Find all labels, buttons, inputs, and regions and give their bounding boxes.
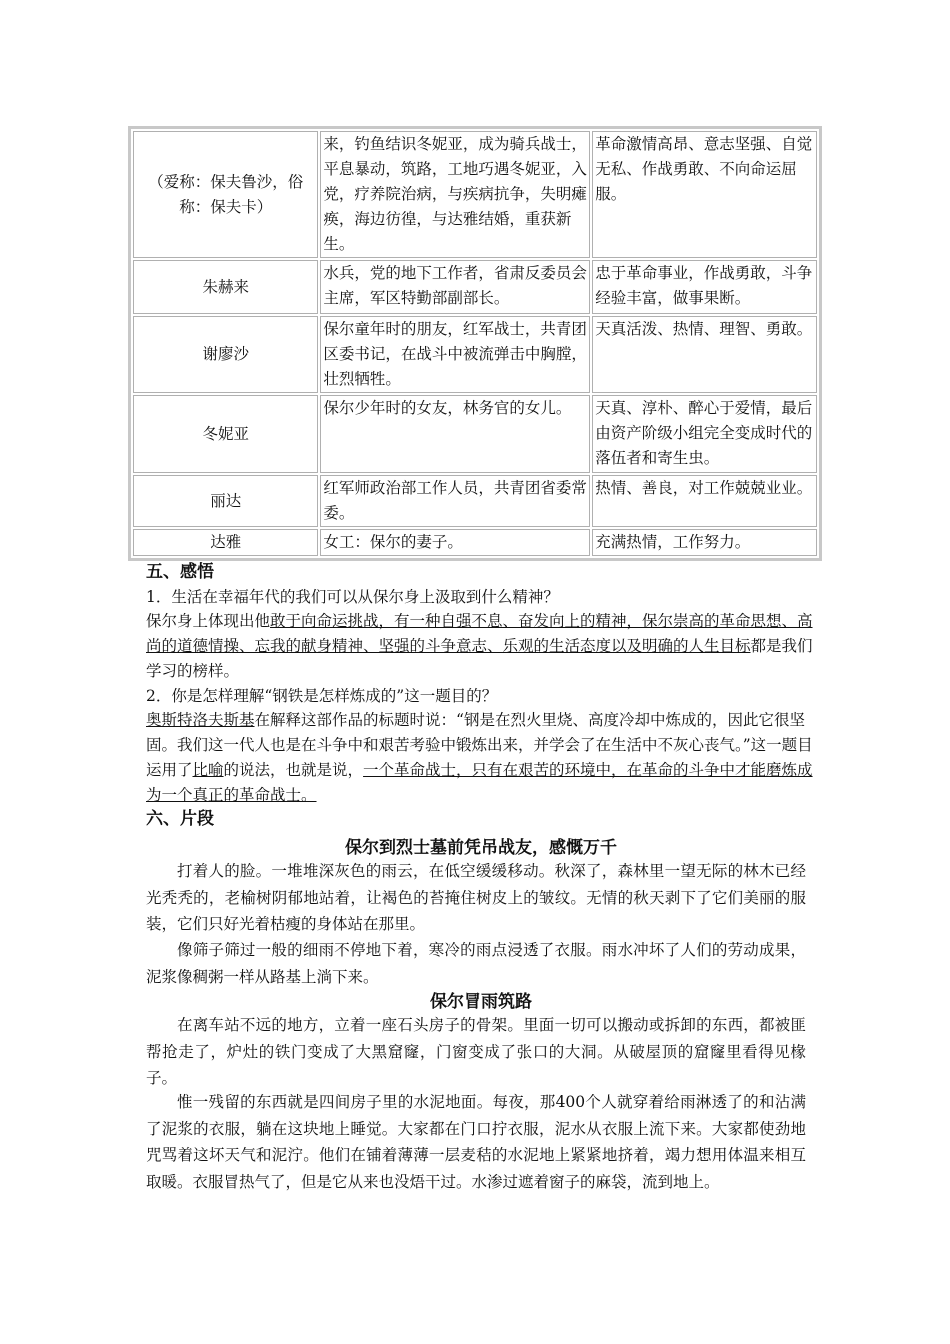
table-row bbox=[133, 529, 817, 556]
character-name: 达雅 bbox=[133, 529, 318, 556]
character-description: 保尔少年时的女友，林务官的女儿。 bbox=[320, 395, 590, 473]
answer-1-tail: 都是我们学习的榜样。 bbox=[146, 637, 813, 680]
answer-2-link: 的说法，也就是说， bbox=[223, 761, 364, 779]
character-name: 谢廖沙 bbox=[133, 316, 318, 393]
excerpt-paragraph: 在离车站不远的地方，立着一座石头房子的骨架。里面一切可以搬动或拆卸的东西，都被匪帮抢走了，炉灶的铁门变成了大黑窟窿，门窗变成了张口的大洞。从破屋顶的窟窿里看得见椽子。 bbox=[146, 1016, 806, 1087]
table-row bbox=[133, 260, 817, 314]
excerpt-paragraph: 像筛子筛过一般的细雨不停地下着，寒冷的雨点浸透了衣服。雨水冲坏了人们的劳动成果，泥浆像稠粥一样从路基上淌下来。 bbox=[146, 941, 806, 986]
character-table bbox=[128, 126, 822, 561]
table-row bbox=[133, 475, 817, 527]
character-traits: 忠于革命事业，作战勇敢，斗争经验丰富，做事果断。 bbox=[592, 260, 817, 314]
excerpt-paragraph: 惟一残留的东西就是四间房子里的水泥地面。每夜，那400个人就穿着给雨淋透了的和沾满了泥浆的衣服，躺在这块地上睡觉。大家都在门口拧衣服，泥水从衣服上流下来。大家都使劲地咒骂着这坏天气和泥泞。他们在铺着薄薄一层麦秸的水泥地上紧紧地挤着，竭力想用体温来相互取暖。衣服冒热气了，但是它从来也没焐干过。水渗过遮着窗子的麻袋，流到地上。 bbox=[146, 1093, 806, 1191]
excerpt-title-2: 保尔冒雨筑路 bbox=[430, 992, 532, 1012]
table-row bbox=[133, 131, 817, 258]
character-description: 红军师政治部工作人员，共青团省委常委。 bbox=[320, 475, 590, 527]
question-1: 1．生活在幸福年代的我们可以从保尔身上汲取到什么精神？ bbox=[146, 588, 559, 606]
character-traits: 革命激情高昂、意志坚强、自觉无私、作战勇敢、不向命运屈服。 bbox=[592, 131, 817, 258]
character-traits: 充满热情，工作努力。 bbox=[592, 529, 817, 556]
metaphor-term: 比喻 bbox=[192, 761, 224, 779]
question-2: 2．你是怎样理解“钢铁是怎样炼成的”这一题目的？ bbox=[146, 687, 498, 705]
section-heading-excerpts: 六、片段 bbox=[146, 809, 214, 829]
excerpt-paragraph: 打着人的脸。一堆堆深灰色的雨云，在低空缓缓移动。秋深了，森林里一望无际的林木已经光秃秃的，老榆树阴郁地站着，让褐色的苔掩住树皮上的皱纹。无情的秋天剥下了它们美丽的服装，它们只好光着枯瘦的身体站在那里。 bbox=[146, 862, 806, 933]
table-row bbox=[133, 316, 817, 393]
answer-2-quote: 在解释这部作品的标题时说：“钢是在烈火里烧、高度冷却中炼成的，因此它很坚固。我们这一代人也是在斗争中和艰苦考验中锻炼出来，并学会了在生活中不灰心丧气。”这一题目运用了 bbox=[146, 711, 813, 779]
character-name: 朱赫来 bbox=[133, 260, 318, 314]
character-traits: 天真、淳朴、醉心于爱情，最后由资产阶级小组完全变成时代的落伍者和寄生虫。 bbox=[592, 395, 817, 473]
character-traits: 天真活泼、热情、理智、勇敢。 bbox=[592, 316, 817, 393]
answer-2-underlined: 一个革命战士，只有在艰苦的环境中，在革命的斗争中才能磨炼成为一个真正的革命战士。 bbox=[146, 761, 813, 804]
character-description: 来，钓鱼结识冬妮亚，成为骑兵战士，平息暴动，筑路，工地巧遇冬妮亚，入党，疗养院治病，与疾病抗争，失明瘫痪，海边彷徨，与达雅结婚，重获新生。 bbox=[320, 131, 590, 258]
character-name: 丽达 bbox=[133, 475, 318, 527]
character-name: 冬妮亚 bbox=[133, 395, 318, 473]
excerpt-title-1: 保尔到烈士墓前凭吊战友，感慨万千 bbox=[345, 838, 617, 858]
section-heading-reflection: 五、感悟 bbox=[146, 562, 214, 582]
table-row bbox=[133, 395, 817, 473]
character-traits: 热情、善良，对工作兢兢业业。 bbox=[592, 475, 817, 527]
character-description: 水兵，党的地下工作者，省肃反委员会主席，军区特勤部副部长。 bbox=[320, 260, 590, 314]
answer-2 bbox=[146, 708, 816, 808]
answer-1 bbox=[146, 609, 816, 684]
character-description: 保尔童年时的朋友，红军战士，共青团区委书记，在战斗中被流弹击中胸膛，壮烈牺牲。 bbox=[320, 316, 590, 393]
character-description: 女工：保尔的妻子。 bbox=[320, 529, 590, 556]
answer-1-underlined: 敢于向命运挑战，有一种自强不息、奋发向上的精神，保尔崇高的革命思想、高尚的道德情操、忘我的献身精神、坚强的斗争意志、乐观的生活态度以及明确的人生目标 bbox=[146, 612, 813, 655]
answer-1-lead: 保尔身上体现出他 bbox=[146, 612, 271, 630]
author-name: 奥斯特洛夫斯基 bbox=[146, 711, 255, 729]
character-name: （爱称：保夫鲁沙，俗称：保夫卡） bbox=[133, 131, 318, 258]
